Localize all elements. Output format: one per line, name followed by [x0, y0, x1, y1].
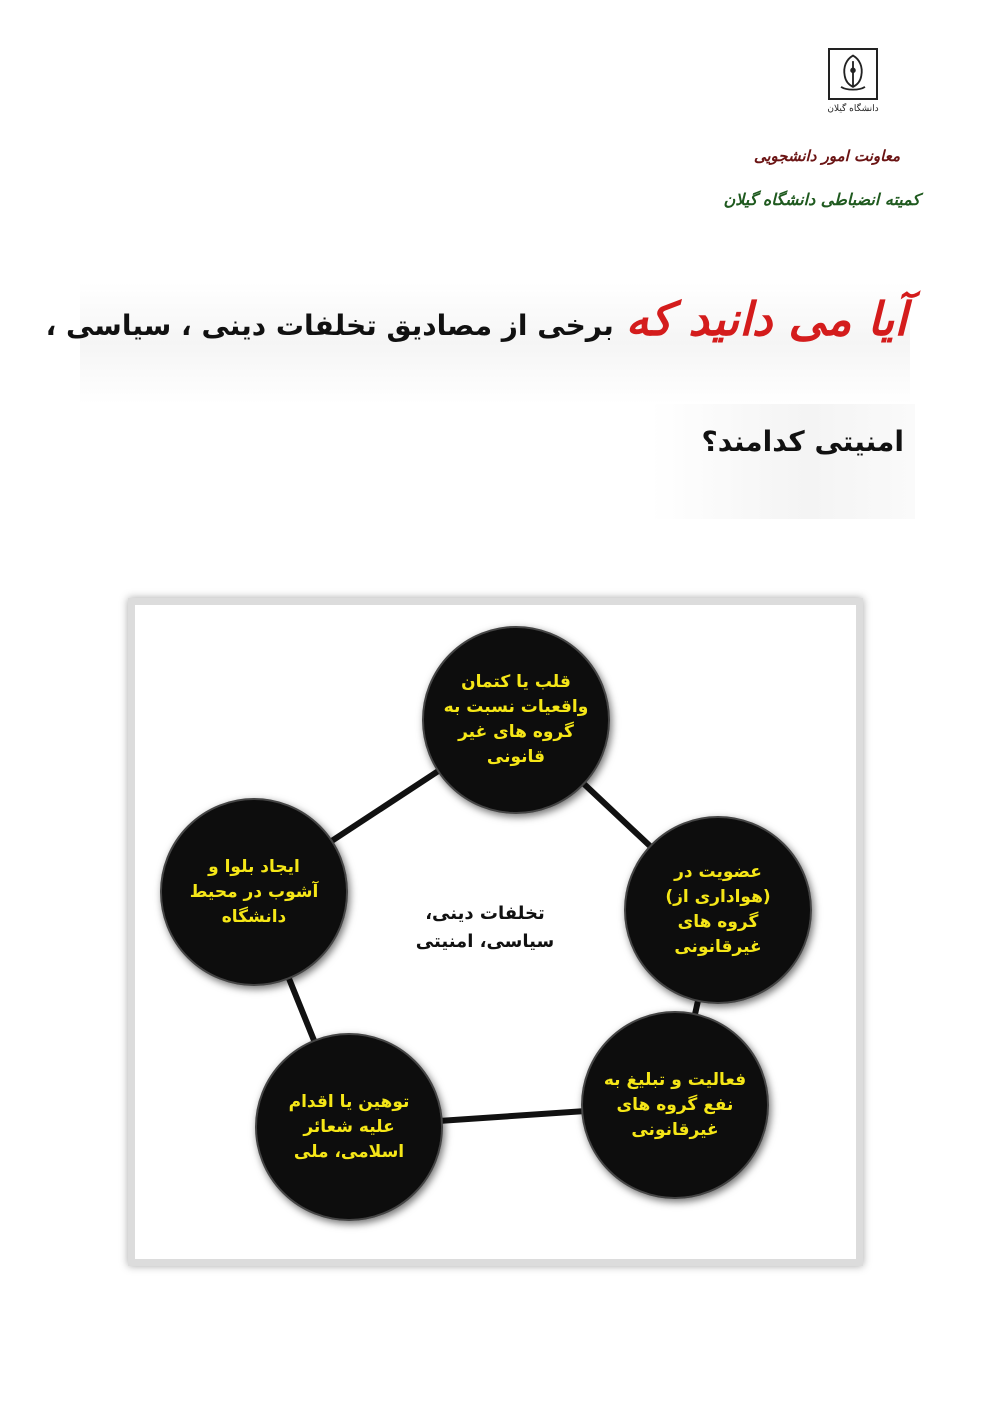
node-insult-label: توهین یا اقدام علیه شعائر اسلامی، ملی — [288, 1091, 410, 1162]
violations-diagram — [128, 598, 863, 1266]
diagram-center-label: تخلفات دینی، سیاسی، امنیتی — [415, 903, 555, 952]
organization-name: معاونت امور دانشجویی — [753, 147, 900, 165]
title-highlight: آیا می دانید که — [625, 292, 907, 346]
logo-caption: دانشگاه گیلان — [827, 104, 879, 114]
university-logo — [828, 48, 878, 100]
node-membership-label: عضویت در (هواداری از) گروه های غیرقانونی — [665, 862, 771, 957]
university-emblem-icon — [830, 50, 876, 98]
page-title — [46, 292, 907, 346]
node-concealment-label: قلب یا کتمان واقعیات نسبت به گروه های غیر قانونی — [443, 672, 589, 767]
title-text-continued: امنیتی کدامند؟ — [701, 425, 904, 458]
node-riot-label: ایجاد بلوا و آشوب در محیط دانشگاه — [189, 856, 319, 927]
committee-name: کمیته انضباطی دانشگاه گیلان — [723, 190, 920, 209]
title-background-secondary — [650, 404, 915, 519]
title-text: برخی از مصادیق تخلفات دینی ، سیاسی ، — [45, 309, 614, 342]
node-propaganda-label: فعالیت و تبلیغ به نفع گروه های غیرقانونی — [603, 1069, 747, 1140]
